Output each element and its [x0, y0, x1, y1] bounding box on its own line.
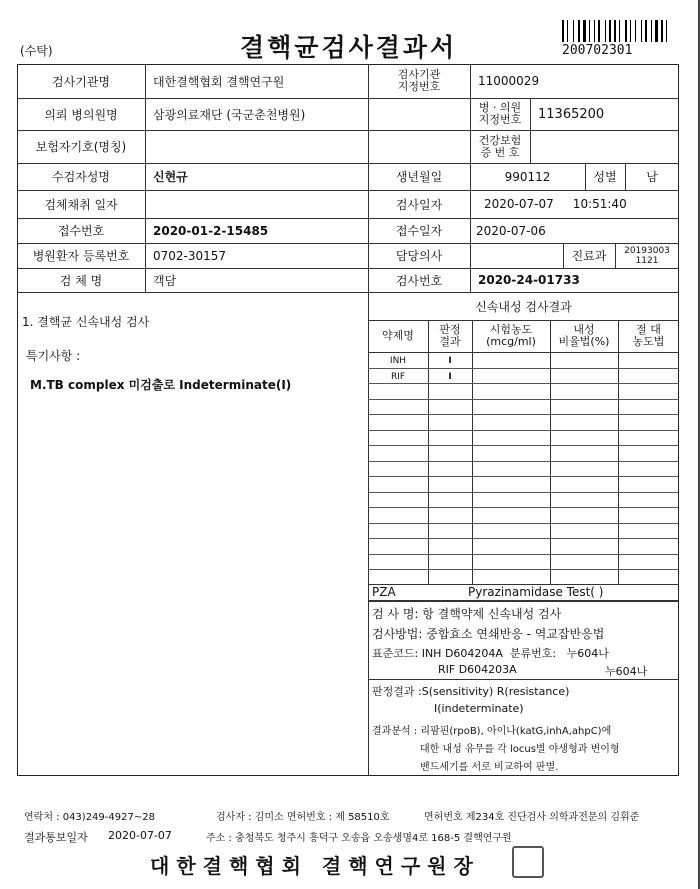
barcode-number: 200702301: [562, 43, 633, 58]
test-date-value: 2020-07-07 10:51:40: [484, 197, 627, 211]
birthdate-value: 990112: [504, 169, 551, 184]
clinic-code-label: 병 · 의원 지정번호: [478, 101, 522, 126]
row-inh-drug: INH: [389, 356, 407, 366]
header-concentration: 시험농도 (mcg/ml): [486, 323, 536, 348]
department-value: 20193003 1121: [624, 245, 670, 266]
contact-info: 연락처 : 043)249-4927~28: [24, 812, 155, 823]
method-code-rif-class: 누604나: [605, 665, 648, 678]
birthdate-label: 생년월일: [395, 170, 443, 184]
issuing-organization: 대한결핵협회 결핵연구원장: [150, 854, 480, 878]
sex-value: 남: [646, 170, 658, 184]
test-number-value: 2020-24-01733: [478, 273, 580, 287]
specimen-value: 객담: [153, 273, 177, 288]
institution-value: 대한결핵협회 결핵연구원: [153, 74, 285, 89]
header-proportion: 내성 비율법(%): [558, 323, 610, 348]
receipt-number-label: 접수번호: [57, 224, 105, 238]
health-insurance-value: [530, 130, 679, 163]
pza-value: Pyrazinamidase Test( ): [468, 585, 604, 599]
document-title: 결핵균검사결과서: [240, 33, 458, 62]
institution-code-label: 검사기관 지정번호: [397, 68, 441, 93]
doctor-value: [470, 243, 563, 268]
barcode-icon: [562, 20, 688, 42]
institution-label: 검사기관명: [52, 74, 110, 89]
requesting-clinic-label: 의뢰 병의원명: [44, 107, 118, 122]
patient-name-value: 신현규: [153, 170, 188, 184]
receipt-number-value: 2020-01-2-15485: [153, 223, 269, 238]
remarks-label: 특기사항 :: [26, 349, 81, 363]
insured-label: 보험자기호(명칭): [35, 140, 127, 154]
clinic-code-value: 11365200: [538, 106, 605, 122]
hospital-patient-number-label: 병원환자 등록번호: [32, 249, 130, 263]
specimen-label: 검 체 명: [59, 273, 103, 288]
receipt-date-value: 2020-07-06: [476, 223, 546, 238]
row-rif-drug: RIF: [390, 372, 406, 382]
row-inh-result: I: [448, 356, 452, 366]
row-rif-result: I: [448, 372, 452, 382]
insured-value: [145, 130, 470, 163]
method-code-inh: 표준코드: INH D604204A 분류번호: 누604나: [372, 647, 609, 660]
report-date-value: 2020-07-07: [108, 829, 172, 842]
pza-label: PZA: [372, 585, 396, 599]
consignment-stamp: (수탁): [20, 44, 53, 58]
remarks-result: M.TB complex 미검출로 Indeterminate(I): [30, 378, 292, 392]
doctor-label: 담당의사: [395, 249, 443, 263]
method-code-rif: RIF D604203A: [438, 663, 517, 676]
header-drug: 약제명: [382, 329, 414, 342]
result-table-title: 신속내성 검사결과: [475, 299, 572, 314]
health-insurance-label: 건강보험 증 번 호: [478, 133, 522, 159]
analysis-line-2: 대한 내성 유무를 각 locus별 야생형과 변이형: [420, 744, 620, 755]
patient-name-label: 수검자성명: [52, 170, 110, 184]
test-number-label: 검사번호: [395, 273, 443, 288]
header-judgement: 판정 결과: [439, 323, 461, 348]
analysis-line-3: 밴드세기를 서로 비교하여 판별.: [420, 762, 559, 773]
institution-code-value: 11000029: [478, 74, 540, 88]
collection-date-label: 검체채취 일자: [44, 197, 118, 212]
official-seal-icon: [512, 846, 544, 878]
judgement-legend: 판정결과 :S(sensitivity) R(resistance): [372, 685, 570, 698]
collection-date-value: [145, 190, 368, 218]
analysis-line-1: 결과분석 : 리팜핀(rpoB), 아이나(katG,inhA,ahpC)에: [372, 726, 612, 737]
sex-label: 성별: [593, 170, 617, 184]
method-test-name: 검 사 명: 항 결핵약제 신속내성 검사: [372, 607, 562, 621]
judgement-legend-i: I(indeterminate): [434, 702, 524, 715]
test-date-label: 검사일자: [395, 197, 443, 212]
receipt-date-label: 접수일자: [395, 224, 443, 238]
method-procedure: 검사방법: 중합효소 연쇄반응 - 역교잡반응법: [372, 627, 605, 641]
report-date-label: 결과통보일자: [24, 831, 88, 844]
requesting-clinic-value: 삼광의료재단 (국군춘천병원): [153, 107, 306, 122]
examiner-info: 검사자 : 김미소 면허번호 : 제 58510호: [216, 812, 390, 823]
address: 주소 : 충청북도 청주시 흥덕구 오송읍 오송생명4로 168-5 결핵연구원: [206, 833, 512, 844]
header-absolute: 절 대 농도법: [632, 323, 665, 348]
specialist-license: 면허번호 제234호 진단검사 의학과전문의 김휘준: [424, 812, 640, 823]
test-item: 1. 결핵균 신속내성 검사: [22, 315, 150, 329]
department-label: 진료과: [571, 249, 607, 263]
hospital-patient-number-value: 0702-30157: [153, 248, 227, 263]
